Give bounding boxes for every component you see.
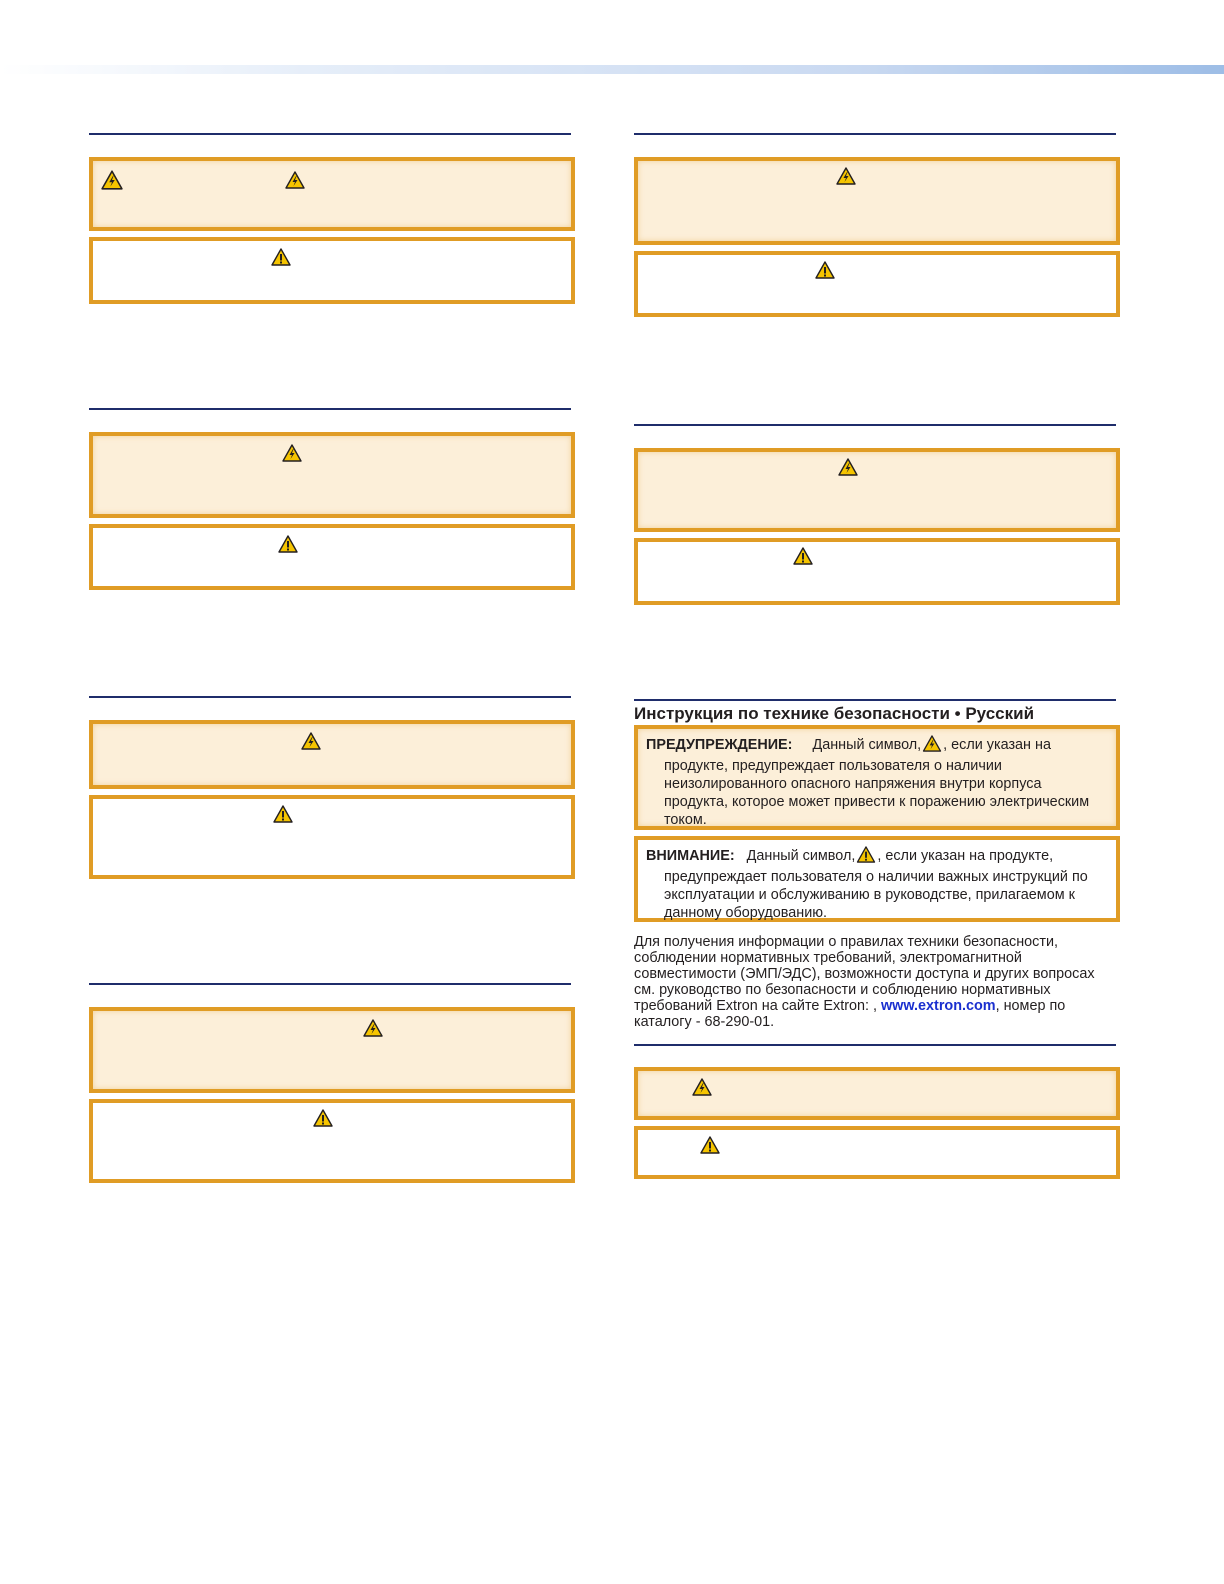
warning-text-part: Данный символ, (812, 737, 922, 753)
caution-box (634, 836, 1120, 922)
exclamation-caution-icon (815, 261, 835, 279)
info-text: Для получения информации о правилах техники безопасности, соблюдении нормативных требований, электромагнитной совместимости (ЭМП/ЭДС), возможности доступа и других вопросах см. руководство по безопасности и соблюдению нормативных требований Extron на сайте Extron: , (634, 934, 1095, 1014)
warning-box (634, 448, 1120, 532)
caution-box (634, 251, 1120, 317)
caution-label: ВНИМАНИЕ: (646, 848, 735, 864)
lightning-warning-icon (922, 735, 942, 757)
exclamation-caution-icon (278, 535, 298, 553)
exclamation-caution-icon (856, 846, 876, 868)
section-title: Инструкция по технике безопасности • Русский (634, 704, 1035, 723)
safety-section-left-4 (89, 983, 575, 1183)
caution-box (89, 237, 575, 304)
lightning-warning-icon (282, 444, 302, 462)
safety-section-right-2 (634, 424, 1120, 605)
warning-box (89, 157, 575, 231)
safety-section-right-4 (634, 1044, 1120, 1179)
caution-box (89, 795, 575, 879)
warning-box (634, 1067, 1120, 1120)
catalog-text: , номер по каталогу - 68-290-01. (634, 998, 1066, 1030)
lightning-warning-icon (692, 1078, 712, 1096)
warning-box (634, 157, 1120, 245)
lightning-warning-icon (285, 171, 305, 189)
exclamation-caution-icon (700, 1136, 720, 1154)
safety-section-left-3 (89, 696, 575, 879)
warning-label: ПРЕДУПРЕЖДЕНИЕ: (646, 737, 793, 753)
warning-box (89, 432, 575, 518)
lightning-warning-icon (363, 1019, 383, 1037)
warning-box (89, 1007, 575, 1093)
warning-text-part: , если указан на продукте, предупреждает пользователя о наличии неизолированного опасного напряжения внутри корпуса продукта, которое может привести к поражению электрическим током. (664, 737, 1090, 828)
info-paragraph (634, 934, 1104, 1030)
exclamation-caution-icon (313, 1109, 333, 1127)
warning-box (89, 720, 575, 789)
header-band (0, 65, 1224, 74)
lightning-warning-icon (301, 732, 321, 750)
warning-text (638, 729, 1116, 835)
caution-box (89, 524, 575, 590)
lightning-warning-icon (101, 170, 123, 190)
lightning-warning-icon (836, 167, 856, 185)
extron-link[interactable]: www.extron.com (880, 998, 996, 1014)
caution-text-part: Данный символ, (746, 848, 856, 864)
caution-text (638, 840, 1116, 928)
caution-box (89, 1099, 575, 1183)
safety-section-left-1 (89, 133, 575, 304)
caution-box (634, 538, 1120, 605)
warning-box (634, 725, 1120, 830)
safety-section-left-2 (89, 408, 575, 590)
exclamation-caution-icon (271, 248, 291, 266)
exclamation-caution-icon (273, 805, 293, 823)
safety-section-right-1 (634, 133, 1120, 317)
section-rule (634, 699, 1116, 701)
exclamation-caution-icon (793, 547, 813, 565)
caution-text-part: , если указан на продукте, предупреждает пользователя о наличии важных инструкций по эксплуатации и обслуживанию в руководстве, прилагаемом к данному оборудованию. (664, 848, 1088, 921)
lightning-warning-icon (838, 458, 858, 476)
caution-box (634, 1126, 1120, 1179)
safety-section-russian (634, 699, 1120, 1030)
